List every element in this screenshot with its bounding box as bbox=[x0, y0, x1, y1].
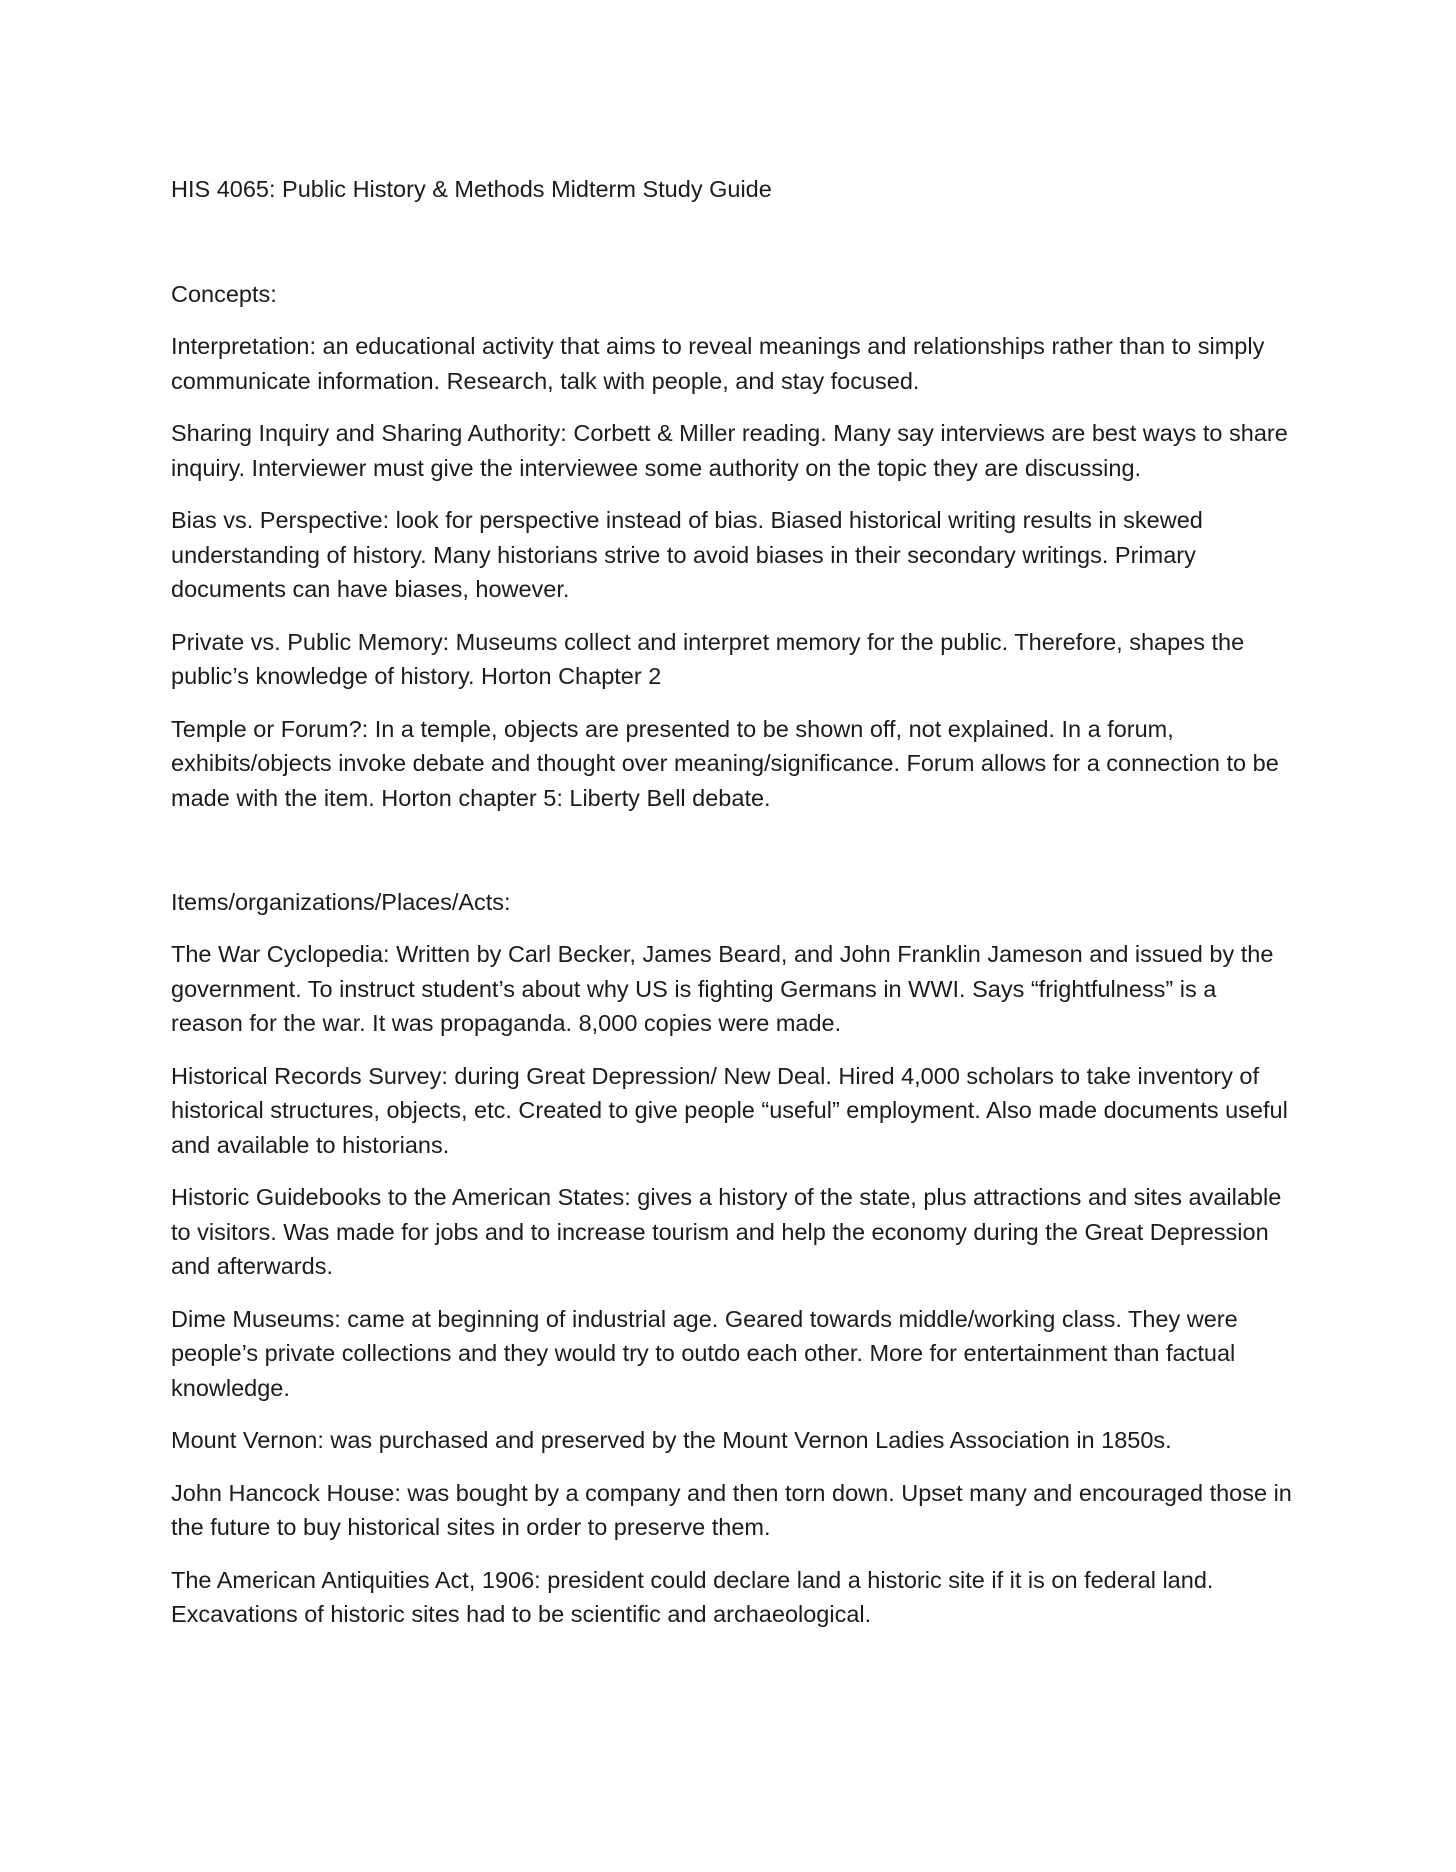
item-entry-historical-records-survey: Historical Records Survey: during Great Depression/ New Deal. Hired 4,000 scholars to take inventory of historical structures, objects, etc. Created to give people “useful” employment. Also made documents useful and available to historians. bbox=[171, 1062, 1288, 1158]
items-heading: Items/organizations/Places/Acts: bbox=[171, 889, 511, 915]
concept-entry-sharing-inquiry: Sharing Inquiry and Sharing Authority: Corbett & Miller reading. Many say interviews are best ways to share inquiry. Interviewer must give the interviewee some authority on the topic they are discussing. bbox=[171, 420, 1288, 481]
item-entry-mount-vernon: Mount Vernon: was purchased and preserved by the Mount Vernon Ladies Association in 1850s. bbox=[171, 1427, 1172, 1453]
concept-entry-interpretation: Interpretation: an educational activity that aims to reveal meanings and relationships rather than to simply communicate information. Research, talk with people, and stay focused. bbox=[171, 333, 1265, 394]
concept-entry-temple-or-forum: Temple or Forum?: In a temple, objects are presented to be shown off, not explained. In a forum, exhibits/objects invoke debate and thought over meaning/significance. Forum allows for a connection to be made with the item. Horton chapter 5: Liberty Bell debate. bbox=[171, 715, 1279, 811]
concepts-heading: Concepts: bbox=[171, 281, 277, 307]
concept-entry-bias-vs-perspective: Bias vs. Perspective: look for perspective instead of bias. Biased historical writing results in skewed understanding of history. Many historians strive to avoid biases in their secondary writings. Primary documents can have biases, however. bbox=[171, 507, 1203, 602]
item-entry-antiquities-act: The American Antiquities Act, 1906: president could declare land a historic site if it is on federal land. Excavations of historic sites had to be scientific and archaeological. bbox=[171, 1566, 1214, 1627]
document-body bbox=[171, 172, 1293, 1650]
item-entry-dime-museums: Dime Museums: came at beginning of industrial age. Geared towards middle/working class. They were people’s private collections and they would try to outdo each other. More for entertainment than factual knowledge. bbox=[171, 1305, 1238, 1401]
concept-entry-private-vs-public-memory: Private vs. Public Memory: Museums collect and interpret memory for the public. Therefore, shapes the public’s knowledge of history. Horton Chapter 2 bbox=[171, 628, 1245, 689]
document-title: HIS 4065: Public History & Methods Midterm Study Guide bbox=[171, 176, 772, 202]
item-entry-war-cyclopedia: The War Cyclopedia: Written by Carl Becker, James Beard, and John Franklin Jameson and issued by the government. To instruct student’s about why US is fighting Germans in WWI. Says “frightfulness” is a reason for the war. It was propaganda. 8,000 copies were made. bbox=[171, 941, 1274, 1036]
item-entry-john-hancock-house: John Hancock House: was bought by a company and then torn down. Upset many and encouraged those in the future to buy historical sites in order to preserve them. bbox=[171, 1479, 1292, 1540]
item-entry-historic-guidebooks: Historic Guidebooks to the American States: gives a history of the state, plus attractions and sites available to visitors. Was made for jobs and to increase tourism and help the economy during the Great Depression and afterwards. bbox=[171, 1184, 1282, 1279]
